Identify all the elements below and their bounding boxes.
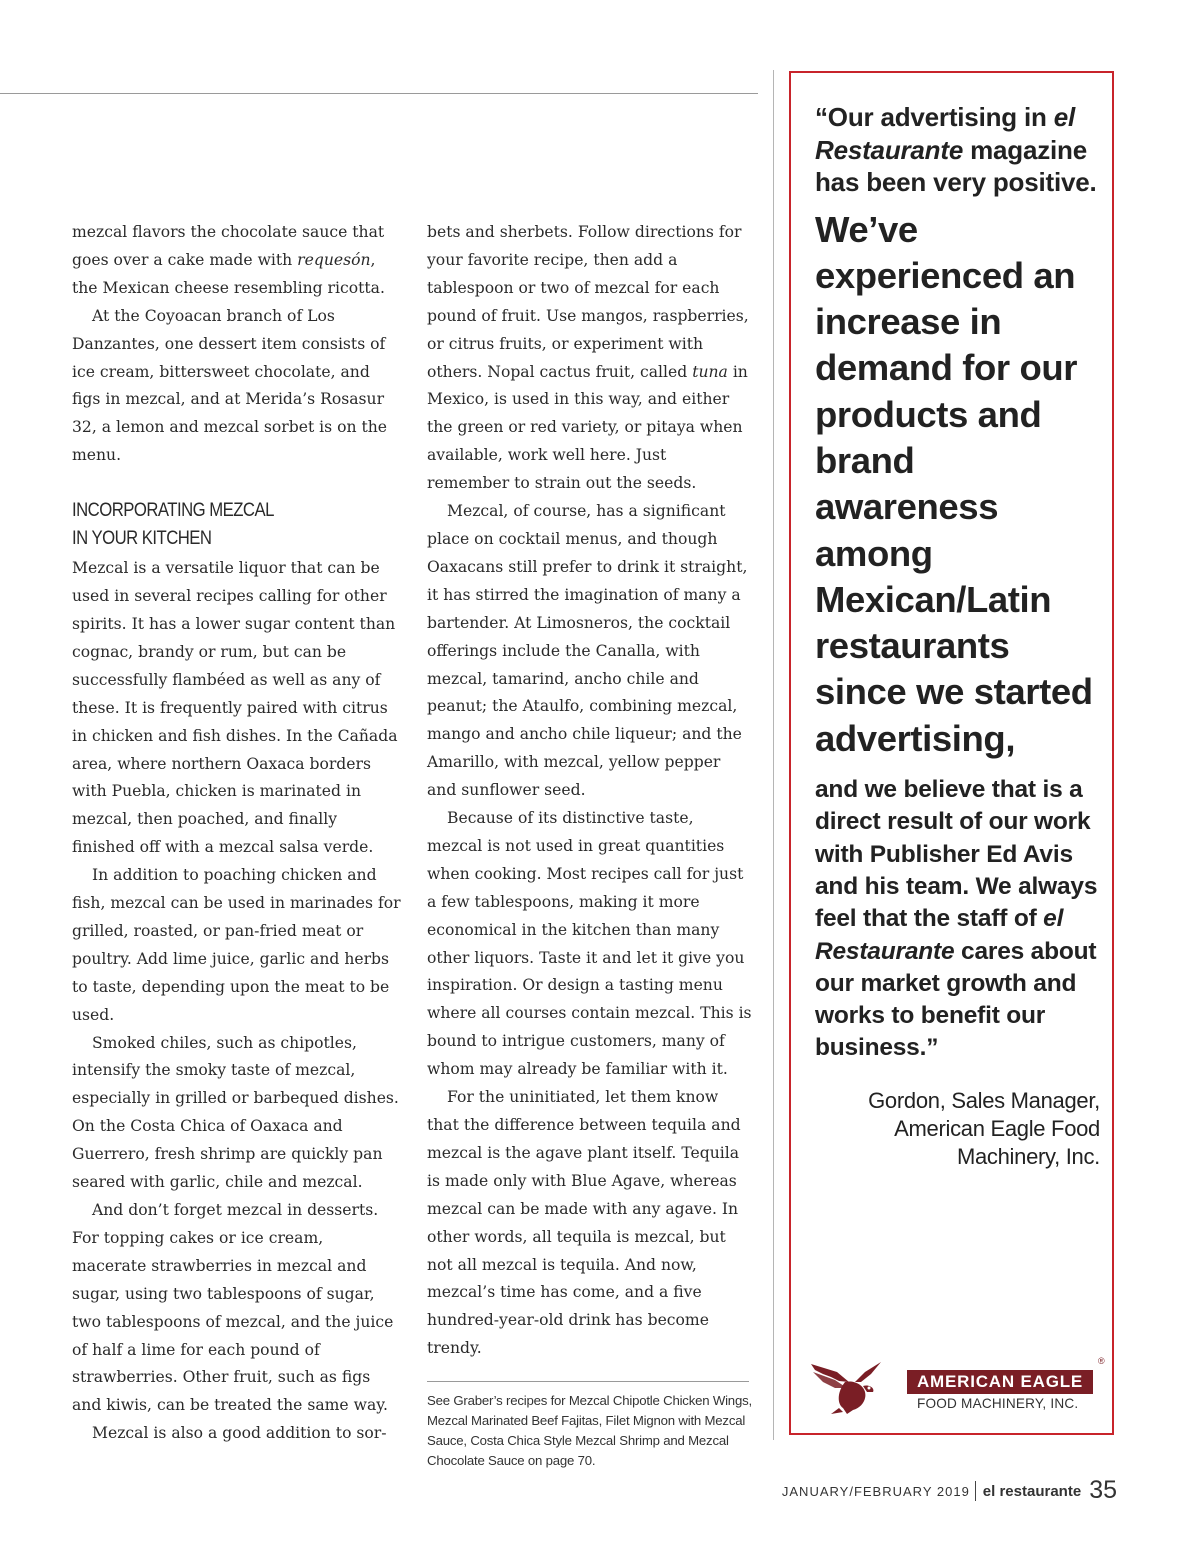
section-heading: INCORPORATING MEZCAL IN YOUR KITCHEN: [72, 500, 274, 550]
page-folio: [782, 1476, 1117, 1505]
article-column-left: [72, 219, 402, 1448]
paragraph: In addition to poaching chicken and fish, mezcal can be used in marinades for grilled, roasted, or pan-fried meat or poultry. Add lime juice, garlic and herbs to taste, depending upon the meat to be used.: [72, 866, 401, 1024]
paragraph: At the Coyoacan branch of Los Danzantes, one dessert item consists of ice cream, bittersweet chocolate, and figs in mezcal, and at Merida’s Rosasur 32, a lemon and mezcal sorbet is on the menu.: [72, 306, 388, 465]
paragraph: Because of its distinctive taste, mezcal is not used in great quantities when cooking. Most recipes call for just a few tablespoons, making it more economical in the kitchen than many other liquors. Taste it and let it give you inspiration. Or design a tasting menu where all courses contain mezcal. This is bound to intrigue customers, many of whom may already be familiar with it.: [427, 809, 752, 1079]
footnote-rule: [427, 1381, 749, 1382]
issue-date: JANUARY/FEBRUARY 2019: [781, 1484, 970, 1499]
paragraph: mezcal flavors the chocolate sauce that goes over a cake made with requesón, the Mexican cheese resembling ricotta.: [72, 223, 385, 297]
article-column-middle: [427, 219, 752, 1471]
registered-mark: ®: [1098, 1356, 1105, 1366]
american-eagle-logo: [809, 1356, 1105, 1416]
magazine-name: el restaurante: [982, 1483, 1082, 1500]
paragraph: bets and sherbets. Follow directions for your favorite recipe, then add a tablespoon or two of mezcal for each pound of fruit. Use mangos, raspberries, or citrus fruits, or experiment with others. Nopal cactus fruit, called tuna in Mexico, is used in this way, and either the green or red variety, or pitaya when available, work well here. Just remember to strain out the seeds.: [427, 223, 749, 493]
footnote: See Graber’s recipes for Mezcal Chipotle Chicken Wings, Mezcal Marinated Beef Fajitas, Filet Mignon with Mezcal Sauce, Costa Chica Style Mezcal Shrimp and Mezcal Chocolate Sauce on page 70.: [427, 1393, 752, 1469]
paragraph: Mezcal is also a good addition to sor-: [92, 1424, 387, 1443]
paragraph: And don’t forget mezcal in desserts. For topping cakes or ice cream, macerate strawberries in mezcal and sugar, using two tablespoons of sugar, two tablespoons of mezcal, and the juice of half a lime for each pound of strawberries. Other fruit, such as figs and kiwis, can be treated the same way.: [72, 1201, 394, 1415]
logo-wordmark: AMERICAN EAGLE: [907, 1370, 1093, 1394]
top-rule: [0, 93, 758, 94]
paragraph: Mezcal, of course, has a significant place on cocktail menus, and though Oaxacans still prefer to drink it straight, it has stirred the imagination of many a bartender. At Limosneros, the cocktail offerings include the Canalla, with mezcal, tamarind, ancho chile and peanut; the Ataulfo, combining mezcal, mango and ancho chile liqueur; and the Amarillo, with mezcal, yellow pepper and sunflower seed.: [427, 502, 748, 800]
quote-attribution: Gordon, Sales Manager, American Eagle Food Machinery, Inc.: [868, 1087, 1100, 1170]
quote-body: and we believe that is a direct result of our work with Publisher Ed Avis and his team. We always feel that the staff of el Restaurante cares about our market growth and works to benefit our business.”: [815, 776, 1098, 1062]
testimonial-ad: [789, 71, 1114, 1435]
quote-intro: “Our advertising in el Restaurante magazine has been very positive.: [815, 102, 1097, 197]
paragraph: For the uninitiated, let them know that the difference between tequila and mezcal is the agave plant itself. Tequila is made only with Blue Agave, whereas mezcal can be made with any agave. In other words, all tequila is mezcal, but not all mezcal is tequila. And now, mezcal’s time has come, and a five hundred-year-old drink has become trendy.: [427, 1088, 741, 1358]
logo-subtitle: FOOD MACHINERY, INC.: [917, 1396, 1079, 1411]
page-number: 35: [1089, 1476, 1117, 1504]
ad-quote: [815, 101, 1100, 1171]
eagle-icon: [809, 1358, 891, 1416]
quote-highlight: We’ve experienced an increase in demand for our products and brand awareness among Mexican/Latin restaurants since we started advertising,: [815, 208, 1093, 759]
column-divider: [773, 70, 774, 1440]
paragraph: Smoked chiles, such as chipotles, intensify the smoky taste of mezcal, especially in grilled or barbequed dishes. On the Costa Chica of Oaxaca and Guerrero, fresh shrimp are quickly pan seared with garlic, chile and mezcal.: [72, 1033, 399, 1192]
folio-divider: [975, 1481, 976, 1501]
paragraph: Mezcal is a versatile liquor that can be used in several recipes calling for other spirits. It has a lower sugar content than cognac, brandy or rum, but can be successfully flambéed as well as any of these. It is frequently paired with citrus in chicken and fish dishes. In the Cañada area, where northern Oaxaca borders with Puebla, chicken is marinated in mezcal, then poached, and finally finished off with a mezcal salsa verde.: [72, 559, 398, 857]
